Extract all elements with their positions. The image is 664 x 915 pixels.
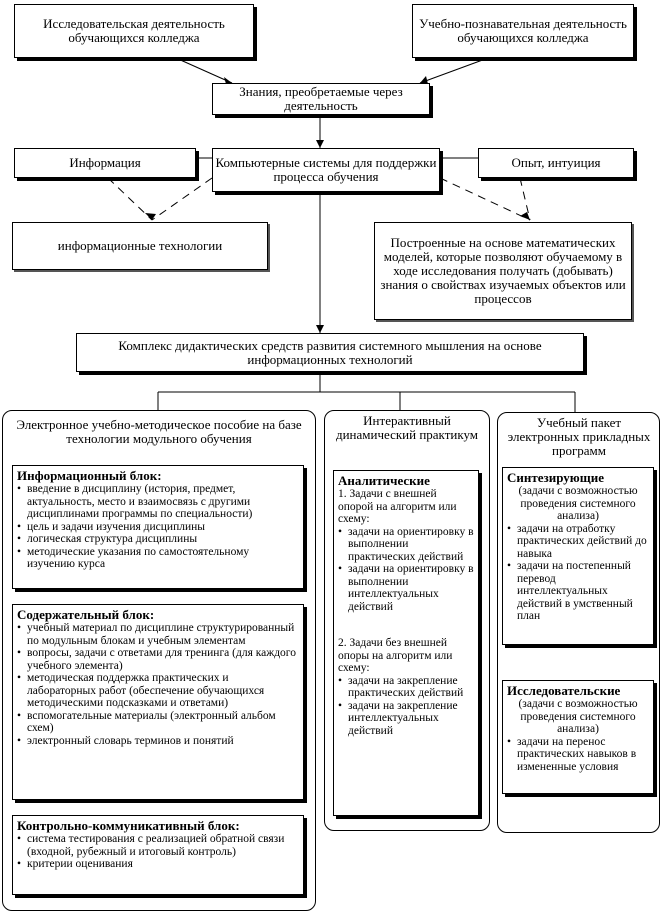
list-item: • система тестирования с реализацией обратной связи (входной, рубежный и итоговый контроль) xyxy=(17,833,299,858)
list-item: • задачи на ориентировку в выполнении практических действий xyxy=(338,526,474,564)
list-item: • методические указания по самостоятельному изучению курса xyxy=(17,546,299,571)
control-block xyxy=(12,815,304,895)
information-label: Информация xyxy=(69,155,141,170)
list-item: • критерии оценивания xyxy=(17,858,299,871)
group2-heading: 2. Задачи без внешней опоры на алгоритм или схему: xyxy=(338,637,453,674)
research-block-subtitle: (задачи с возможностью проведения системного анализа) xyxy=(518,698,638,735)
complex-box xyxy=(76,333,584,372)
list-item: • учебный материал по дисциплине структурированный по модульным блокам и учебным элементам xyxy=(17,622,299,647)
research-block-title: Исследовательские xyxy=(507,683,621,698)
list-item: • задачи на перенос практических навыков в измененные условия xyxy=(507,736,649,774)
content-block-title: Содержательный блок: xyxy=(17,607,155,622)
list-item: • вопросы, задачи с ответами для тренинга (для каждого учебного элемента) xyxy=(17,647,299,672)
analytic-block-title: Аналитические xyxy=(338,473,430,488)
column-workshop-title: Интерактивный динамический практикум xyxy=(335,413,479,442)
list-item: • введение в дисциплину (история, предмет, актуальность, место и взаимосвязь с другими дисциплинами программы по специальности) xyxy=(17,483,299,521)
content-block xyxy=(12,604,304,800)
models-box xyxy=(374,222,632,320)
column-ebook-title: Электронное учебно-методическое пособие на базе технологии модульного обучения xyxy=(16,417,302,446)
list-item: • задачи на закрепление практических действий xyxy=(338,675,474,700)
info-block-title: Информационный блок: xyxy=(17,468,162,483)
list-item: • методическая поддержка практических и лабораторных работ (обеспечение обучающихся методическими подсказками и ответами) xyxy=(17,672,299,710)
list-item: • задачи на ориентировку в выполнении интеллектуальных действий xyxy=(338,563,474,613)
research-activity-box xyxy=(14,4,254,58)
models-label: Построенные на основе математических моделей, которые позволяют обучаемому в ходе исследования получать (добывать) знания о свойствах изучаемых объектов или процессов xyxy=(380,235,626,306)
synth-block-title: Синтезирующие xyxy=(507,470,604,485)
list-item: • задачи на отработку практических действий до навыка xyxy=(507,523,649,561)
computer-systems-box xyxy=(212,148,440,192)
complex-label: Комплекс дидактических средств развития системного мышления на основе информационных технологий xyxy=(118,337,542,367)
synth-block xyxy=(502,467,654,645)
knowledge-box xyxy=(212,83,430,115)
experience-box xyxy=(478,148,634,178)
analytic-block xyxy=(333,470,479,816)
knowledge-label: Знания, преобретаемые через деятельность xyxy=(239,84,403,113)
learning-activity-box xyxy=(412,4,634,58)
list-item: • логическая структура дисциплины xyxy=(17,533,299,546)
control-block-title: Контрольно-коммуникативный блок: xyxy=(17,818,240,833)
info-tech-box xyxy=(12,222,268,270)
experience-label: Опыт, интуиция xyxy=(511,155,601,170)
research-activity-label: Исследовательская деятельность обучающихся колледжа xyxy=(43,16,225,45)
info-tech-label: информационные технологии xyxy=(57,238,223,253)
research-block xyxy=(502,680,654,794)
information-box xyxy=(14,148,196,178)
list-item: • электронный словарь терминов и понятий xyxy=(17,735,299,748)
column-apps-title: Учебный пакет электронных прикладных программ xyxy=(507,415,651,458)
computer-systems-label: Компьютерные системы для поддержки процесса обучения xyxy=(215,155,437,184)
list-item: • задачи на постепенный перевод интеллектуальных действий в умственный план xyxy=(507,560,649,623)
list-item: • цель и задачи изучения дисциплины xyxy=(17,521,299,534)
list-item: • задачи на закрепление интеллектуальных действий xyxy=(338,700,474,738)
synth-block-subtitle: (задачи с возможностью проведения системного анализа) xyxy=(518,485,638,522)
group1-heading: 1. Задачи с внешней опорой на алгоритм или схему: xyxy=(338,488,457,525)
list-item: • вспомогательные материалы (электронный альбом схем) xyxy=(17,710,299,735)
info-block xyxy=(12,465,304,589)
learning-activity-label: Учебно-познавательная деятельность обучающихся колледжа xyxy=(419,16,627,45)
